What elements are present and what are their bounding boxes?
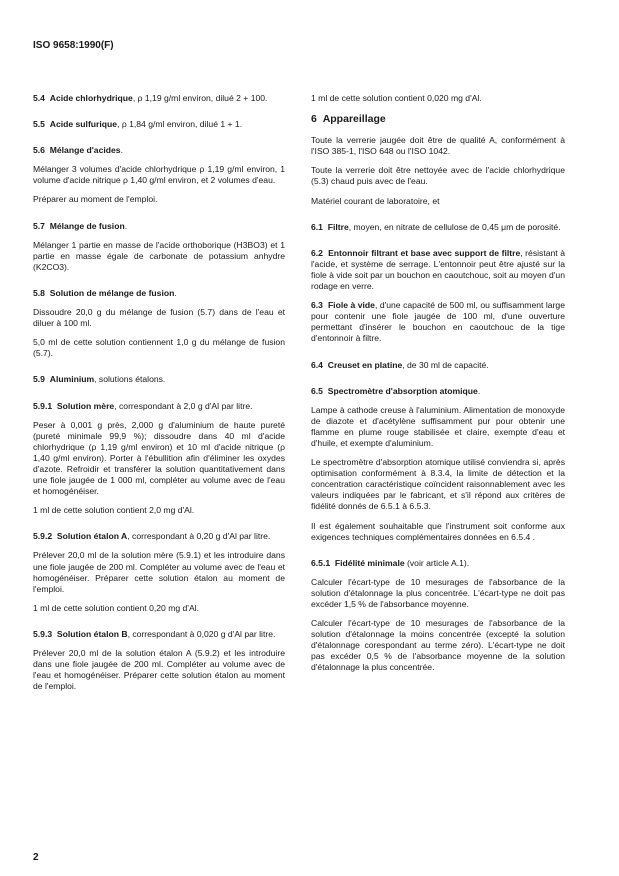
clause-number: 5.9.1 xyxy=(33,400,53,411)
clause-title: Solution de mélange de fusion xyxy=(49,287,175,298)
clause-text: , d'une capacité de 500 ml, ou suffisamment large pour contenir une fiole jaugée de 100 ml, d'une ouverture permettant d'insérer le bouchon en caoutchouc de la tige d'entonnoir à filtre. xyxy=(311,300,565,344)
paragraph: Lampe à cathode creuse à l'aluminium. Alimentation de monoxyde de diazote et d'acétylène suffisamment pur pour obtenir une flamme en plume rouge stabilisée et claire, exempte d'eau et d'huile, et exempte d'aluminium. xyxy=(311,404,565,448)
paragraph: Prélever 20,0 ml de la solution étalon A (5.9.2) et les introduire dans une fiole jaugée de 200 ml. Compléter au volume avec de l'eau et homogénéiser. Préparer cette solution étalon au moment de l'emploi. xyxy=(33,648,285,692)
clause-number: 6.2 xyxy=(311,247,323,258)
clause-title: Spectromètre d'absorption atomique xyxy=(327,385,478,396)
section-title: Appareillage xyxy=(322,113,386,126)
clause-6-5 xyxy=(311,386,565,397)
clause-number: 5.9.3 xyxy=(33,628,53,639)
clause-title: Entonnoir filtrant et base avec support de filtre xyxy=(328,247,521,258)
clause-5-9-1 xyxy=(33,401,285,412)
paragraph: Le spectromètre d'absorption atomique utilisé conviendra si, après optimisation conformément à 8.3.4, la limite de détection et la concentration caractéristique coïncident raisonnablement avec les valeurs indiquées par le fabricant, et s'il répond aux critères de fidélité donnés de 6.5.1 à 6.5.3. xyxy=(311,457,565,512)
paragraph: Matériel courant de laboratoire, et xyxy=(311,195,440,206)
paragraph: Calculer l'écart-type de 10 mesurages de l'absorbance de la solution d'étalonnage la plus concentrée. L'écart-type ne doit pas excéder 1,5 % de l'absorbance moyenne. xyxy=(311,576,565,609)
clause-5-6 xyxy=(33,145,285,156)
clause-5-7 xyxy=(33,221,285,232)
clause-text: , correspondant à 2,0 g d'Al par litre. xyxy=(114,400,253,411)
clause-5-4 xyxy=(33,93,285,104)
paragraph: Prélever 20,0 ml de la solution mère (5.9.1) et les introduire dans une fiole jaugée de 200 ml. Compléter au volume avec de l'eau et homogénéiser. Préparer cette solution étalon au moment de l'emploi. xyxy=(33,550,285,594)
clause-number: 5.6 xyxy=(33,145,45,156)
paragraph: 1 ml de cette solution contient 2,0 mg d'Al. xyxy=(33,505,195,516)
right-column xyxy=(311,93,565,682)
clause-title: Solution étalon B xyxy=(56,628,128,639)
clause-number: 5.9.2 xyxy=(33,531,53,542)
paragraph: Préparer au moment de l'emploi. xyxy=(33,194,158,205)
clause-number: 5.7 xyxy=(33,220,45,231)
clause-6-4 xyxy=(311,360,565,371)
paragraph: 1 ml de cette solution contient 0,020 mg d'Al. xyxy=(311,93,482,103)
clause-5-9-2 xyxy=(33,531,285,542)
clause-title: Fidélité minimale xyxy=(334,557,405,568)
clause-6-3 xyxy=(311,300,565,344)
paragraph: Mélanger 1 partie en masse de l'acide orthoborique (H3BO3) et 1 partie en masse égale de carbonate de potassium anhydre (K2CO3). xyxy=(33,239,285,272)
clause-title: Mélange d'acides xyxy=(49,145,121,156)
page-number: 2 xyxy=(33,852,39,863)
clause-number: 5.4 xyxy=(33,93,45,103)
clause-text: , ρ 1,84 g/ml environ, dilué 1 + 1. xyxy=(117,119,243,130)
paragraph: Toute la verrerie jaugée doit être de qualité A, conformément à l'ISO 385-1, l'ISO 648 ou l'ISO 1042. xyxy=(311,135,565,157)
clause-5-8 xyxy=(33,288,285,299)
clause-number: 6.3 xyxy=(311,300,323,311)
clause-text: . xyxy=(124,220,128,231)
clause-text: , correspondant à 0,20 g d'Al par litre. xyxy=(127,531,271,542)
clause-title: Solution étalon A xyxy=(56,531,128,542)
clause-5-5 xyxy=(33,119,285,130)
paragraph: Dissoudre 20,0 g du mélange de fusion (5.7) dans de l'eau et diluer à 100 ml. xyxy=(33,307,285,329)
clause-text: . xyxy=(477,385,481,396)
clause-5-9-3 xyxy=(33,629,285,640)
paragraph: Mélanger 3 volumes d'acide chlorhydrique ρ 1,19 g/ml environ, 1 volume d'acide nitrique ρ 1,40 g/ml environ, et 2 volumes d'eau. xyxy=(33,164,285,186)
clause-title: Mélange de fusion xyxy=(49,220,125,231)
clause-text: , moyen, en nitrate de cellulose de 0,45 μm de porosité. xyxy=(348,221,561,232)
clause-number: 6.5.1 xyxy=(311,557,331,568)
clause-title: Acide sulfurique xyxy=(49,119,118,130)
paragraph: Il est également souhaitable que l'instrument soit conforme aux exigences techniques complémentaires données en 6.5.4 . xyxy=(311,520,565,542)
clause-text: , correspondant à 0,020 g d'Al par litre. xyxy=(127,628,276,639)
section-heading xyxy=(311,114,565,125)
document-id: ISO 9658:1990(F) xyxy=(33,40,114,51)
clause-text: , ρ 1,19 g/ml environ, dilué 2 + 100. xyxy=(132,93,268,103)
clause-text: . xyxy=(174,287,177,298)
clause-number: 6.1 xyxy=(311,221,323,232)
paragraph: Toute la verrerie doit être nettoyée avec de l'acide chlorhydrique (5.3) chaud puis avec de l'eau. xyxy=(311,165,565,187)
clause-number: 6.4 xyxy=(311,359,323,370)
section-number: 6 xyxy=(311,113,317,126)
clause-number: 6.5 xyxy=(311,385,323,396)
clause-title: Solution mère xyxy=(56,400,115,411)
clause-6-2 xyxy=(311,248,565,292)
paragraph: 5,0 ml de cette solution contiennent 1,0 g du mélange de fusion (5.7). xyxy=(33,337,285,359)
clause-title: Fiole à vide xyxy=(327,300,375,311)
clause-number: 5.8 xyxy=(33,287,45,298)
clause-text: , de 30 ml de capacité. xyxy=(402,359,489,370)
clause-number: 5.9 xyxy=(33,374,45,385)
clause-title: Acide chlorhydrique xyxy=(49,93,133,103)
clause-6-5-1 xyxy=(311,558,565,569)
clause-title: Creuset en platine xyxy=(327,359,403,370)
clause-number: 5.5 xyxy=(33,119,45,130)
clause-text: (voir article A.1). xyxy=(404,557,470,568)
clause-text: . xyxy=(120,145,123,156)
clause-title: Aluminium xyxy=(49,374,95,385)
paragraph: Calculer l'écart-type de 10 mesurages de l'absorbance de la solution d'étalonnage la moins concentrée (excepté la solution d'étalonnage corespondant au terme zéro). L'écart-type ne doit pas excéder 0,5 % de l'absorbance moyenne de la solution d'étalonnage la plus concentrée. xyxy=(311,618,565,673)
clause-text: , résistant à l'acide, et système de serrage. L'entonnoir peut être ajusté sur la fiole à vide soit par un bouchon en caoutchouc, soit au moyen d'un rodage en verre. xyxy=(311,247,565,292)
left-column xyxy=(33,93,285,700)
clause-text: , solutions étalons. xyxy=(94,374,166,385)
clause-6-1 xyxy=(311,222,565,233)
paragraph: Peser à 0,001 g près, 2,000 g d'aluminium de haute pureté (pureté minimale 99,9 %); dissoudre dans 40 ml d'acide chlorhydrique (ρ 1,19 g/ml environ) et 10 ml d'acide nitrique (ρ 1,40 g/ml environ). Porter à l'ébullition afin d'éliminer les oxydes d'azote. Refroidir et transférer la solution quantitativement dans une fiole jaugée de 1 000 ml, compléter au volume avec de l'eau et homogénéiser. xyxy=(33,419,285,497)
clause-title: Filtre xyxy=(327,221,349,232)
paragraph: 1 ml de cette solution contient 0,20 mg d'Al. xyxy=(33,602,199,613)
clause-5-9 xyxy=(33,374,285,385)
